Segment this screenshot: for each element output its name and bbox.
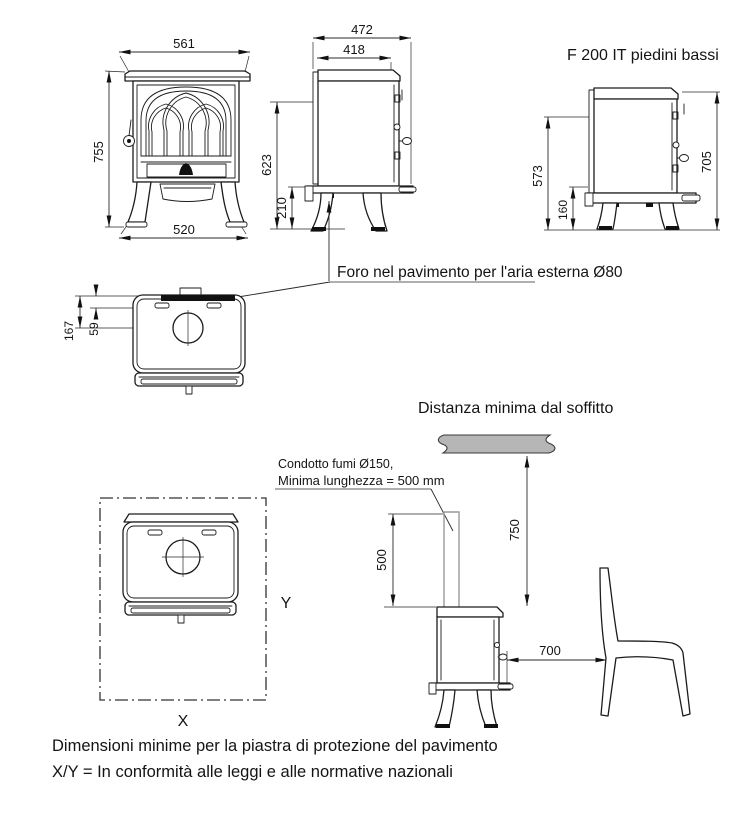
- low-feet-height-upper-label: 573: [530, 165, 545, 187]
- side-depth-body-label: 418: [343, 42, 365, 57]
- top-view-drawing: [62, 285, 245, 394]
- floor-plate-diagram: [100, 498, 292, 730]
- side-view-drawing: [259, 22, 416, 231]
- ceiling-section: [438, 435, 555, 453]
- air-hole-note: Foro nel pavimento per l'aria esterna Ø80: [337, 264, 623, 281]
- side-depth-total-label: 472: [351, 22, 373, 37]
- flue-note-line1: Condotto fumi Ø150,: [278, 457, 394, 471]
- ceiling-title: Distanza minima dal soffitto: [418, 400, 614, 417]
- footer-notes: [52, 737, 498, 781]
- top-vent-offset-label: 59: [87, 322, 101, 336]
- flue-note-line2: Minima lunghezza = 500 mm: [278, 473, 445, 488]
- footer-line1: Dimensioni minime per la piastra di protezione del pavimento: [52, 737, 498, 755]
- footer-line2: X/Y = In conformità alle leggi e alle normative nazionali: [52, 763, 453, 781]
- low-feet-height-base-label: 160: [556, 199, 570, 221]
- low-feet-height-total-label: 705: [699, 151, 714, 173]
- low-feet-view-drawing: [530, 47, 720, 230]
- front-height-label: 755: [91, 141, 106, 163]
- chair-profile: [600, 568, 690, 716]
- ceiling-clearance-diagram: [275, 400, 690, 728]
- top-flue-offset-label: 167: [62, 320, 76, 342]
- front-view-drawing: [91, 36, 250, 238]
- low-feet-title: F 200 IT piedini bassi: [567, 47, 719, 64]
- flue-pipe: [444, 512, 459, 607]
- flue-min-length-label: 500: [374, 549, 389, 571]
- front-width-bottom-label: 520: [173, 222, 195, 237]
- front-width-top-label: 561: [173, 36, 195, 51]
- plate-y-label: Y: [280, 595, 292, 612]
- side-height-base-label: 210: [274, 197, 289, 219]
- plate-x-label: X: [177, 713, 189, 730]
- furniture-distance-label: 700: [539, 643, 561, 658]
- ceiling-distance-label: 750: [507, 519, 522, 541]
- side-height-upper-label: 623: [259, 154, 274, 176]
